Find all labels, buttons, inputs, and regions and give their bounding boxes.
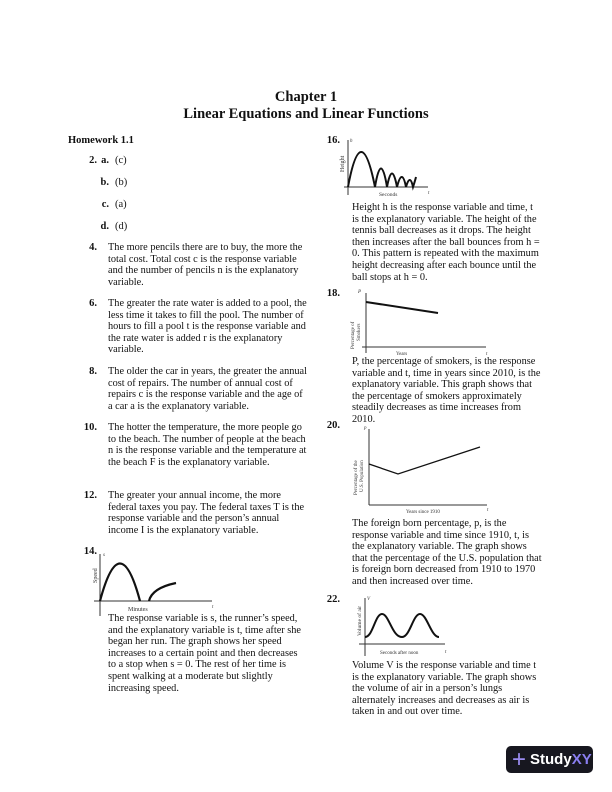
answer-16: Height h is the response variable and time, t is the explanatory variable. The height of the tennis ball decreases as it drops. The height then increases after the ball bounces from h = 0. This pattern is repeated with the maximum height decreasing after each bounce until the ball stops at h = 0. <box>352 202 540 283</box>
svg-text:Years since 1910: Years since 1910 <box>406 510 440 515</box>
chapter-title: Linear Equations and Linear Functions <box>183 106 429 122</box>
svg-text:Minutes: Minutes <box>128 607 148 613</box>
answer-8: The older the car in years, the greater the annual cost of repairs. The number of annual cost of repairs c is the response variable and the age of a car a is the explanatory variable. <box>108 366 307 412</box>
svg-text:U.S. Population: U.S. Population <box>360 460 365 492</box>
problem-number: 22. <box>326 594 340 605</box>
answer-14: The response variable is s, the runner’s speed, and the explanatory variable is t, time after she began her run. The graph shows her speed increases to a certain point and then decreases to a stop when s = 0. The rest of her time is spent walking at a moderate but slightly increasing speed. <box>108 613 301 694</box>
svg-text:Percentage of the: Percentage of the <box>354 460 359 495</box>
answer-4: The more pencils there are to buy, the more the total cost. Total cost c is the response variable and the number of pencils n is the explanatory variable. <box>108 242 303 288</box>
problem-number: 12. <box>83 490 97 501</box>
svg-text:h: h <box>350 139 353 144</box>
svg-text:t: t <box>487 508 489 513</box>
svg-text:t: t <box>428 191 430 196</box>
problem-number: 10. <box>83 422 97 433</box>
plus-icon: + <box>512 745 527 773</box>
svg-text:Seconds after noon: Seconds after noon <box>380 651 419 656</box>
svg-text:t: t <box>486 352 488 357</box>
problem-number: 2. <box>89 155 97 166</box>
svg-text:Height: Height <box>340 155 346 172</box>
svg-text:Seconds: Seconds <box>379 192 398 198</box>
smokers-graph <box>351 289 496 357</box>
svg-text:V: V <box>367 597 371 602</box>
problem-number: 8. <box>89 366 97 377</box>
answer-6: The greater the rate water is added to a pool, the less time it takes to fill the pool. The number of hours to fill a pool t is the response variable and the rate water is added r is the explanatory variable. <box>108 298 307 356</box>
svg-text:t: t <box>212 605 214 610</box>
problem-number: 6. <box>89 298 97 309</box>
walk-curve <box>149 583 176 601</box>
foreign-born-graph <box>354 425 499 515</box>
chapter-number: Chapter 1 <box>274 89 338 105</box>
brand-name: StudyXY <box>530 751 592 768</box>
svg-text:P: P <box>358 290 362 295</box>
problem-number: 16. <box>326 135 340 146</box>
run-curve <box>100 564 140 602</box>
answer-10: The hotter the temperature, the more people go to the beach. The number of people at the beach n is the response variable and the temperature at the beach F is the explanatory variable. <box>108 422 307 468</box>
section-heading: Homework 1.1 <box>68 135 134 146</box>
svg-text:p: p <box>364 426 367 431</box>
svg-text:Percentage of: Percentage of <box>351 321 356 349</box>
answer-2d: d. (d) <box>100 221 128 232</box>
answer-2b: b. (b) <box>100 177 128 188</box>
svg-text:Speed: Speed <box>93 568 99 583</box>
svg-text:Smokers: Smokers <box>357 323 362 341</box>
svg-text:s: s <box>103 553 105 558</box>
svg-text:Years: Years <box>396 352 408 357</box>
speed-graph <box>93 548 220 618</box>
svg-text:t: t <box>445 650 447 655</box>
answer-20: The foreign born percentage, p, is the response variable and time since 1910, t, is the explanatory variable. The graph shows that the percentage of the U.S. population that is foreign born decreased from 1910 to 1970 and then increased over time. <box>352 518 542 587</box>
answer-22: Volume V is the response variable and time t is the explanatory variable. The graph shows the volume of air in a person’s lungs alternately increases and decreases as air is taken in and out over time. <box>352 660 537 718</box>
height-graph <box>340 137 468 198</box>
volume-graph <box>357 596 485 658</box>
answer-12: The greater your annual income, the more federal taxes you pay. The federal taxes T is the response variable and the person’s annual income I is the explanatory variable. <box>108 490 305 536</box>
answer-2c: c. (a) <box>101 199 127 210</box>
problem-number: 18. <box>326 288 340 299</box>
problem-number: 14. <box>83 546 97 557</box>
answer-18: P, the percentage of smokers, is the response variable and t, time in years since 2010, is the explanatory variable. This graph shows that the percentage of smokers approximately steadily decreases as time increases from 2010. <box>352 356 541 425</box>
problem-number: 20. <box>326 420 340 431</box>
svg-text:Volume of air: Volume of air <box>357 605 363 636</box>
studyxy-badge[interactable] <box>506 746 593 773</box>
problem-number: 4. <box>89 242 97 253</box>
answer-2a: a. (c) <box>101 155 127 166</box>
